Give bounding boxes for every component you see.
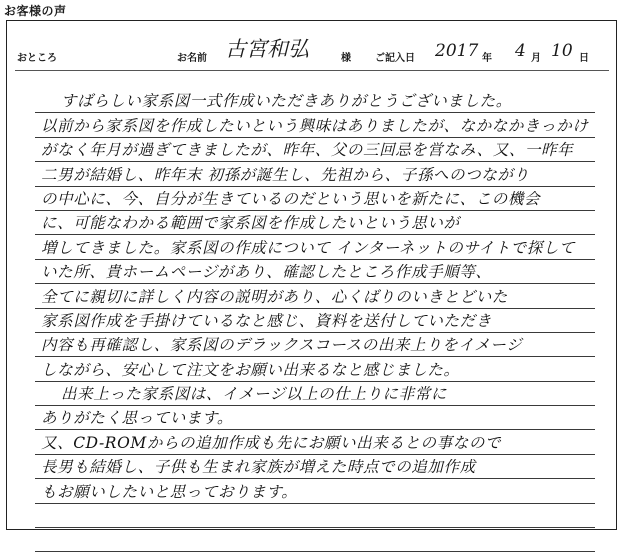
handwritten-line: しながら、安心して注文をお願い出来るなと感じました。 — [41, 360, 460, 379]
ruled-line — [35, 187, 595, 211]
handwritten-line: 又、CD-ROMからの追加作成も先にお願い出来るとの事なので — [41, 433, 502, 452]
ruled-line — [35, 235, 595, 259]
ruled-line — [35, 455, 595, 479]
handwritten-line: の中心に、今、自分が生きているのだという思いを新たに、この機会 — [41, 189, 541, 208]
ruled-line — [35, 333, 595, 357]
ruled-line — [35, 162, 595, 186]
handwritten-line: がなく年月が過ぎてきましたが、昨年、父の三回忌を営なみ、又、一昨年 — [41, 141, 574, 160]
year-unit: 年 — [482, 53, 492, 64]
address-label: おところ — [17, 53, 57, 64]
handwritten-line: すばらしい家系図一式作成いただきありがとうございました。 — [61, 92, 512, 111]
ruled-line — [35, 211, 595, 235]
ruled-line — [35, 528, 595, 552]
handwritten-line: 全てに親切に詳しく内容の説明があり、心くばりのいきとどいた — [41, 287, 508, 306]
name-value: 古宮和弘 — [225, 37, 309, 61]
handwritten-line: 家系図作成を手掛けているなと感じ、資料を送付していただき — [41, 311, 492, 330]
ruled-line — [35, 357, 595, 381]
handwritten-line: 長男も結婚し、子供も生まれ家族が増えた時点での追加作成 — [41, 458, 476, 477]
ruled-line — [35, 138, 595, 162]
date-label: ご記入日 — [375, 53, 415, 64]
header-underline — [15, 70, 609, 71]
testimonial-card — [6, 20, 617, 530]
ruled-line — [35, 430, 595, 454]
handwritten-line: に、可能なわかる範囲で家系図を作成したいという思いが — [41, 214, 460, 233]
date-month: 4 — [515, 41, 526, 61]
handwritten-line: 二男が結婚し、昨年末 初孫が誕生し、先祖から、子孫へのつながり — [41, 165, 530, 184]
date-day: 10 — [551, 41, 573, 61]
ruled-line — [35, 406, 595, 430]
handwritten-line: 以前から家系図を作成したいという興味はありましたが、なかなかきっかけ — [41, 116, 589, 135]
handwritten-line: 内容も再確認し、家系図のデラックスコースの出来上りをイメージ — [41, 336, 523, 355]
handwritten-line: ありがたく思っています。 — [41, 409, 233, 428]
handwritten-body — [35, 89, 595, 552]
form-header — [7, 37, 616, 71]
ruled-line — [35, 89, 595, 113]
name-label: お名前 — [177, 53, 207, 64]
handwritten-line: もお願いしたいと思っております。 — [41, 482, 298, 501]
ruled-line — [35, 504, 595, 528]
month-unit: 月 — [531, 53, 541, 64]
ruled-line — [35, 284, 595, 308]
date-year: 2017 — [435, 41, 479, 61]
honorific: 様 — [341, 53, 351, 64]
ruled-line — [35, 260, 595, 284]
handwritten-line: 増してきました。家系図の作成について インターネットのサイトで探して — [41, 238, 576, 257]
ruled-line — [35, 382, 595, 406]
handwritten-line: 出来上った家系図は、イメージ以上の仕上りに非常に — [61, 385, 447, 404]
ruled-line — [35, 479, 595, 503]
handwritten-line: いた所、貴ホームページがあり、確認したところ作成手順等、 — [41, 263, 492, 282]
day-unit: 日 — [579, 53, 589, 64]
ruled-line — [35, 113, 595, 137]
ruled-line — [35, 309, 595, 333]
page-title: お客様の声 — [4, 4, 67, 18]
